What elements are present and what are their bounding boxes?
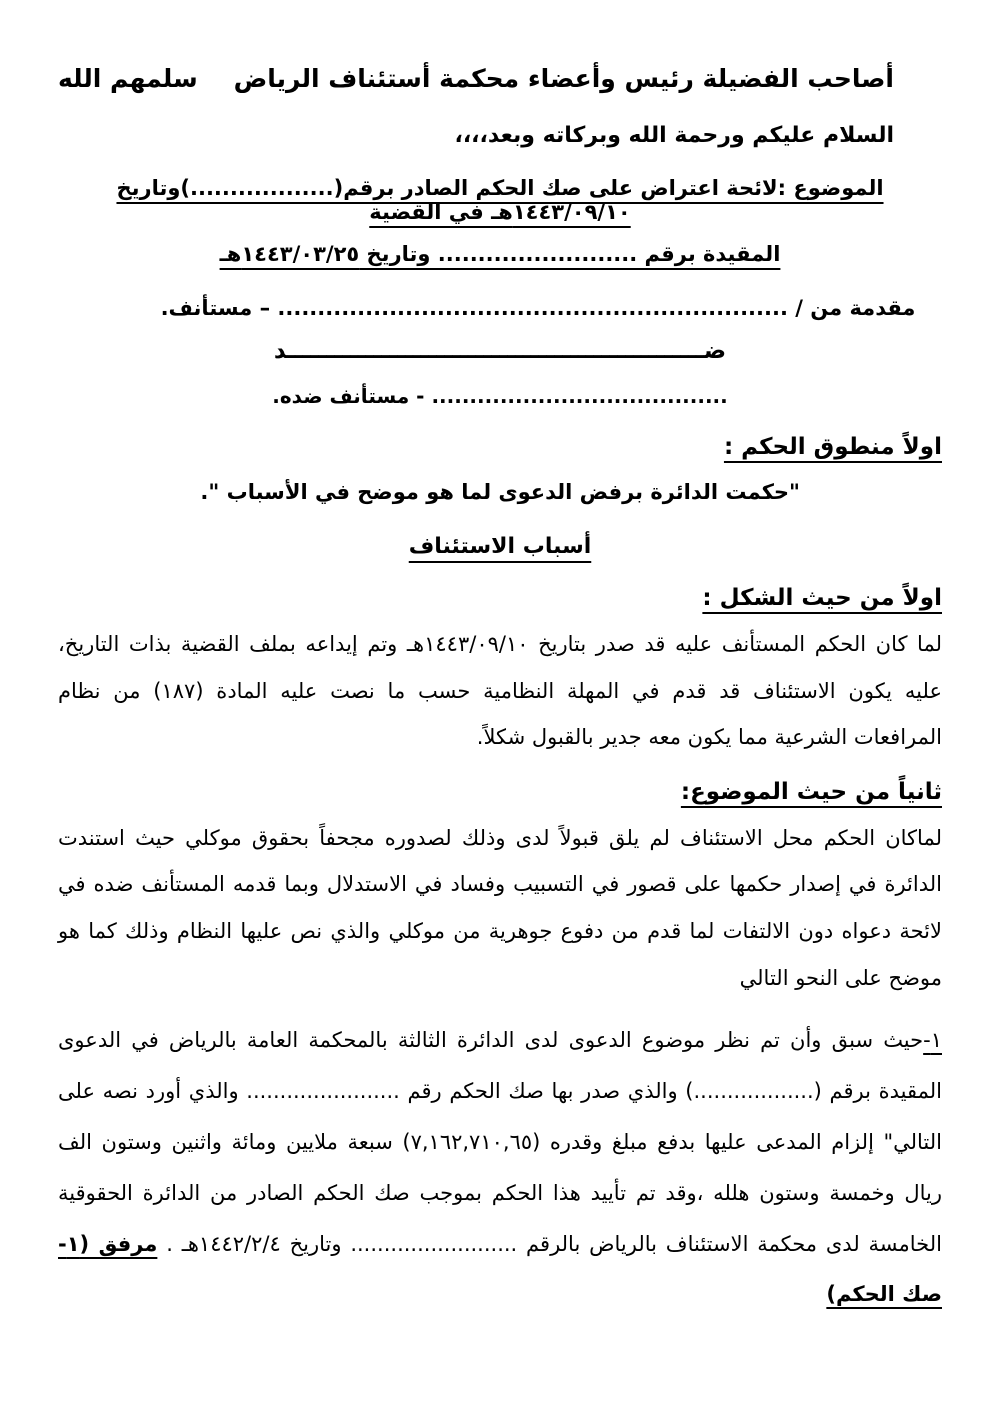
form-section-heading: اولاً من حيث الشكل : <box>702 585 942 611</box>
page-title: أصاحب الفضيلة رئيس وأعضاء محكمة أستئناف الرياض <box>233 64 894 93</box>
respondent-line: ....................................... - مستأنف ضده. <box>272 384 728 408</box>
point-1-body: حيث سبق وأن تم نظر موضوع الدعوى لدى الدائرة الثالثة بالمحكمة العامة بالرياض في الدعوى المقيدة برقم (..................) والذي صدر بها صك الحكم رقم ....................... والذي أورد نصه على التالي" إلزام المدعى عليها بدفع مبلغ وقدره (٧,١٦٢,٧١٠,٦٥) سبعة ملايين ومائة واثنين وستون الف ريال وخمسة وستون هلله ،وقد تم تأييد هذا الحكم بموجب صك الحكم الصادر من الدائرة الحقوقية الخامسة لدى محكمة الاستئناف بالرياض بالرقم ......................... وتاريخ ١٤٤٢/٢/٤هـ . <box>58 1028 943 1256</box>
blessing-text: سلمهم الله <box>58 64 198 93</box>
point-1-number: ١- <box>923 1028 942 1053</box>
subject-block <box>58 176 942 266</box>
form-section-paragraph: لما كان الحكم المستأنف عليه قد صدر بتاريخ ١٤٤٣/٠٩/١٠هـ وتم إيداعه بملف القضية بذات التاريخ، عليه يكون الاستئناف قد قدم في المهلة النظامية حسب ما نصت عليه المادة (١٨٧) من نظام المرافعات الشرعية مما يكون معه جدير بالقبول شكلاً. <box>58 632 942 750</box>
subject-line-1: الموضوع :لائحة اعتراض على صك الحكم الصادر برقم(..................)وتاريخ ١٤٤٣/٠٩/١٠هـ في القضية <box>116 176 884 224</box>
verdict-heading: اولاً منطوق الحكم : <box>723 434 942 460</box>
merits-section-heading: ثانياً من حيث الموضوع: <box>680 778 942 805</box>
salutation-line: السلام عليكم ورحمة الله وبركاته وبعد،،،، <box>454 123 894 148</box>
subject-line-2: المقيدة برقم ......................... وتاريخ ١٤٤٣/٠٣/٢٥هـ <box>219 242 781 266</box>
appeal-reasons-title: أسباب الاستئناف <box>408 534 592 559</box>
point-1-paragraph <box>58 1015 942 1320</box>
attachment-reference: مرفق (١-صك الحكم) <box>58 1231 942 1307</box>
document-header <box>58 64 942 93</box>
merits-section-paragraph: لماكان الحكم محل الاستئناف لم يلق قبولاً لدى وذلك لصدوره مجحفاً بحقوق موكلي حيث استندت الدائرة في إصدار حكمها على قصور في التسبيب وفساد في الاستدلال وبما قدمه المستأنف ضده في لائحة دعواه دون الالتفات لما قدم من دفوع جوهرية من موكلي والذي نص عليها النظام وذلك كما هو موضح على النحو التالي <box>58 825 942 990</box>
verdict-text: "حكمت الدائرة برفض الدعوى لما هو موضح في الأسباب ". <box>200 480 800 504</box>
appellant-line: مقدمة من / ................................................................ – مستأنف. <box>160 296 916 320</box>
versus-word: ضـــــــــــــــــــــــــــــــــــــــــــــــــــــد <box>273 338 727 364</box>
